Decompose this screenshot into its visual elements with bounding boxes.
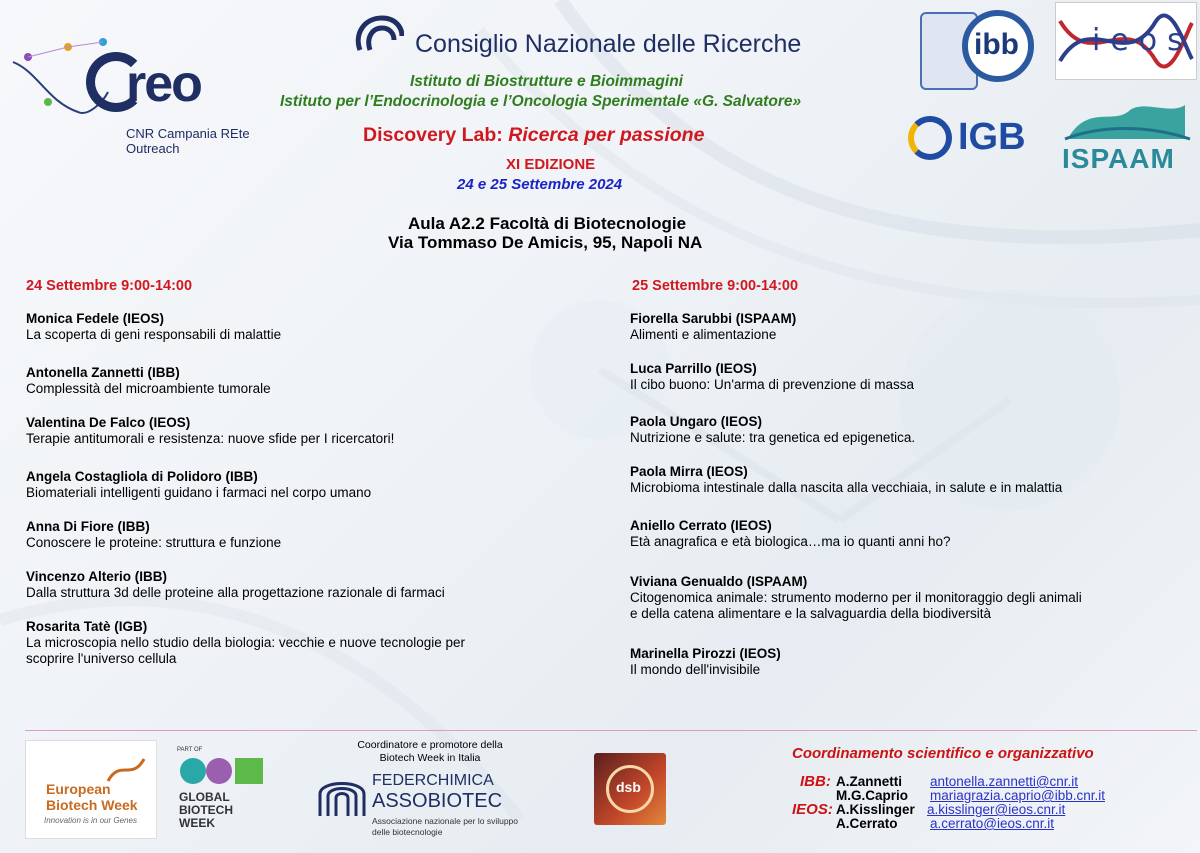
talk-speaker: Anna Di Fiore (IBB) <box>26 519 150 534</box>
talk-item <box>26 519 281 551</box>
ebw-line-1: European <box>46 781 111 797</box>
ibb-logo <box>918 6 1038 94</box>
talk-topic: La scoperta di geni responsabili di malattie <box>26 327 282 342</box>
talk-item <box>26 415 394 447</box>
federchimica-name: FEDERCHIMICA <box>372 772 494 789</box>
talk-speaker: Monica Fedele (IEOS) <box>26 311 165 326</box>
talk-speaker: Rosarita Tatè (IGB) <box>26 619 148 634</box>
talk-speaker: Valentina De Falco (IEOS) <box>26 415 191 430</box>
ibb-wordmark: ibb <box>974 28 1019 61</box>
talk-item <box>630 464 1062 496</box>
igb-wordmark: IGB <box>958 116 1026 158</box>
footer-divider <box>25 730 1197 731</box>
talk-topic: Microbioma intestinale dalla nascita alla vecchiaia, in salute e in malattia <box>630 480 1063 495</box>
talk-topic-continued: e della catena alimentare e la salvaguardia della biodiversità <box>630 606 991 621</box>
talk-item <box>630 574 1082 622</box>
ieos-wordmark: ieos <box>1092 23 1193 58</box>
ispaam-wordmark: ISPAAM <box>1062 143 1175 174</box>
talk-speaker: Angela Costagliola di Polidoro (IBB) <box>26 469 258 484</box>
ieos-logo <box>1055 2 1197 80</box>
talk-speaker: Viviana Genualdo (ISPAAM) <box>630 574 808 589</box>
talk-item <box>630 518 950 550</box>
institute-ibb: Istituto di Biostrutture e Bioimmagini <box>410 73 683 90</box>
talk-topic: Dalla struttura 3d delle proteine alla progettazione razionale di farmaci <box>26 585 445 600</box>
event-title-subtitle: Ricerca per passione <box>508 124 705 146</box>
talk-topic: Complessità del microambiente tumorale <box>26 381 271 396</box>
ispaam-landscape-icon <box>1060 95 1195 143</box>
event-title <box>363 124 704 147</box>
talk-topic: Età anagrafica e età biologica…ma io quanti anni ho? <box>630 534 951 549</box>
institute-ieos: Istituto per l’Endocrinologia e l’Oncologia Sperimentale «G. Salvatore» <box>280 93 802 110</box>
talk-speaker: Paola Mirra (IEOS) <box>630 464 748 479</box>
ebw-dna-icon <box>106 757 146 783</box>
talk-speaker: Fiorella Sarubbi (ISPAAM) <box>630 311 797 326</box>
talk-item <box>630 646 781 678</box>
talk-topic: La microscopia nello studio della biologia: vecchie e nuove tecnologie per <box>26 635 466 650</box>
coordination-name: A.Kisslinger <box>836 802 915 817</box>
coordination-email-link[interactable]: a.cerrato@ieos.cnr.it <box>930 816 1055 831</box>
talk-topic: Biomateriali intelligenti guidano i farmaci nel corpo umano <box>26 485 372 500</box>
talk-item <box>26 365 271 397</box>
igb-icon <box>908 116 952 160</box>
dsb-wordmark: dsb <box>616 779 641 795</box>
talk-item <box>26 569 445 601</box>
talk-topic: Citogenomica animale: strumento moderno per il monitoraggio degli animali <box>630 590 1082 605</box>
day1-title: 24 Settembre 9:00-14:00 <box>26 278 193 294</box>
igb-logo <box>908 112 1043 168</box>
coordination-institute: IEOS: <box>792 801 833 818</box>
coordination-email-link[interactable]: mariagrazia.caprio@ibb.cnr.it <box>930 788 1106 803</box>
coordination-title: Coordinamento scientifico e organizzativo <box>792 745 1094 762</box>
talk-speaker: Antonella Zannetti (IBB) <box>26 365 180 380</box>
assobiotec-name: ASSOBIOTEC <box>372 790 503 812</box>
coordination-name: M.G.Caprio <box>836 788 909 803</box>
federchimica-note-2: Biotech Week in Italia <box>379 752 481 764</box>
dsb-logo <box>594 753 666 825</box>
talk-topic: Conoscere le proteine: struttura e funzione <box>26 535 282 550</box>
ispaam-logo <box>1060 95 1195 177</box>
coordination-email-link[interactable]: a.kisslinger@ieos.cnr.it <box>927 802 1066 817</box>
talk-item <box>630 361 914 393</box>
talk-speaker: Luca Parrillo (IEOS) <box>630 361 757 376</box>
global-biotech-week-logo <box>175 745 275 835</box>
european-biotech-week-logo <box>25 740 157 839</box>
cnr-logo-icon <box>352 14 404 54</box>
venue-line-1: Aula A2.2 Facoltà di Biotecnologie <box>408 214 687 233</box>
creo-subtitle: CNR Campania REte Outreach <box>126 126 250 156</box>
gbw-mark-icon <box>177 755 267 791</box>
coordination-name: A.Cerrato <box>836 816 898 831</box>
federchimica-note-1: Coordinatore e promotore della <box>357 739 503 751</box>
talk-topic: Il mondo dell'invisibile <box>630 662 761 677</box>
talk-item <box>26 469 371 501</box>
federchimica-assobiotec-logo <box>312 770 527 848</box>
venue-line-2: Via Tommaso De Amicis, 95, Napoli NA <box>388 233 703 252</box>
coordination-institute: IBB: <box>800 773 831 790</box>
talk-topic: Terapie antitumorali e resistenza: nuove sfide per I ricercatori! <box>26 431 395 446</box>
coordination-email-link[interactable]: antonella.zannetti@cnr.it <box>930 774 1079 789</box>
talk-item <box>630 311 796 343</box>
event-dates: 24 e 25 Settembre 2024 <box>457 176 623 193</box>
coordination-name: A.Zannetti <box>836 774 902 789</box>
gbw-part-of: PART OF <box>177 747 203 753</box>
assobiotec-desc-1: Associazione nazionale per lo sviluppo <box>372 816 519 826</box>
gbw-line-1: GLOBAL <box>179 790 230 804</box>
talk-topic: Il cibo buono: Un'arma di prevenzione di massa <box>630 377 914 392</box>
talk-speaker: Vincenzo Alterio (IBB) <box>26 569 168 584</box>
ebw-tagline: Innovation is in our Genes <box>44 816 137 825</box>
talk-topic: Nutrizione e salute: tra genetica ed epigenetica. <box>630 430 916 445</box>
talk-speaker: Marinella Pirozzi (IEOS) <box>630 646 781 661</box>
edition: XI EDIZIONE <box>506 156 596 173</box>
talk-item <box>26 311 281 343</box>
cnr-title: Consiglio Nazionale delle Ricerche <box>415 30 802 58</box>
gbw-line-3: WEEK <box>179 816 215 830</box>
assobiotec-desc-2: delle biotecnologie <box>372 827 443 837</box>
ebw-line-2: Biotech Week <box>46 797 138 813</box>
talk-speaker: Aniello Cerrato (IEOS) <box>630 518 772 533</box>
creo-wordmark: reo <box>126 55 201 113</box>
talk-item <box>26 619 465 667</box>
creo-logo <box>8 32 278 156</box>
talk-item <box>630 414 915 446</box>
talk-speaker: Paola Ungaro (IEOS) <box>630 414 763 429</box>
talk-topic-continued: scoprire l'universo cellula <box>26 651 177 666</box>
gbw-line-2: BIOTECH <box>179 803 233 817</box>
day2-title: 25 Settembre 9:00-14:00 <box>632 278 799 294</box>
federchimica-arc-icon <box>316 772 368 818</box>
talk-topic: Alimenti e alimentazione <box>630 327 777 342</box>
event-title-prefix: Discovery Lab: <box>363 124 509 146</box>
